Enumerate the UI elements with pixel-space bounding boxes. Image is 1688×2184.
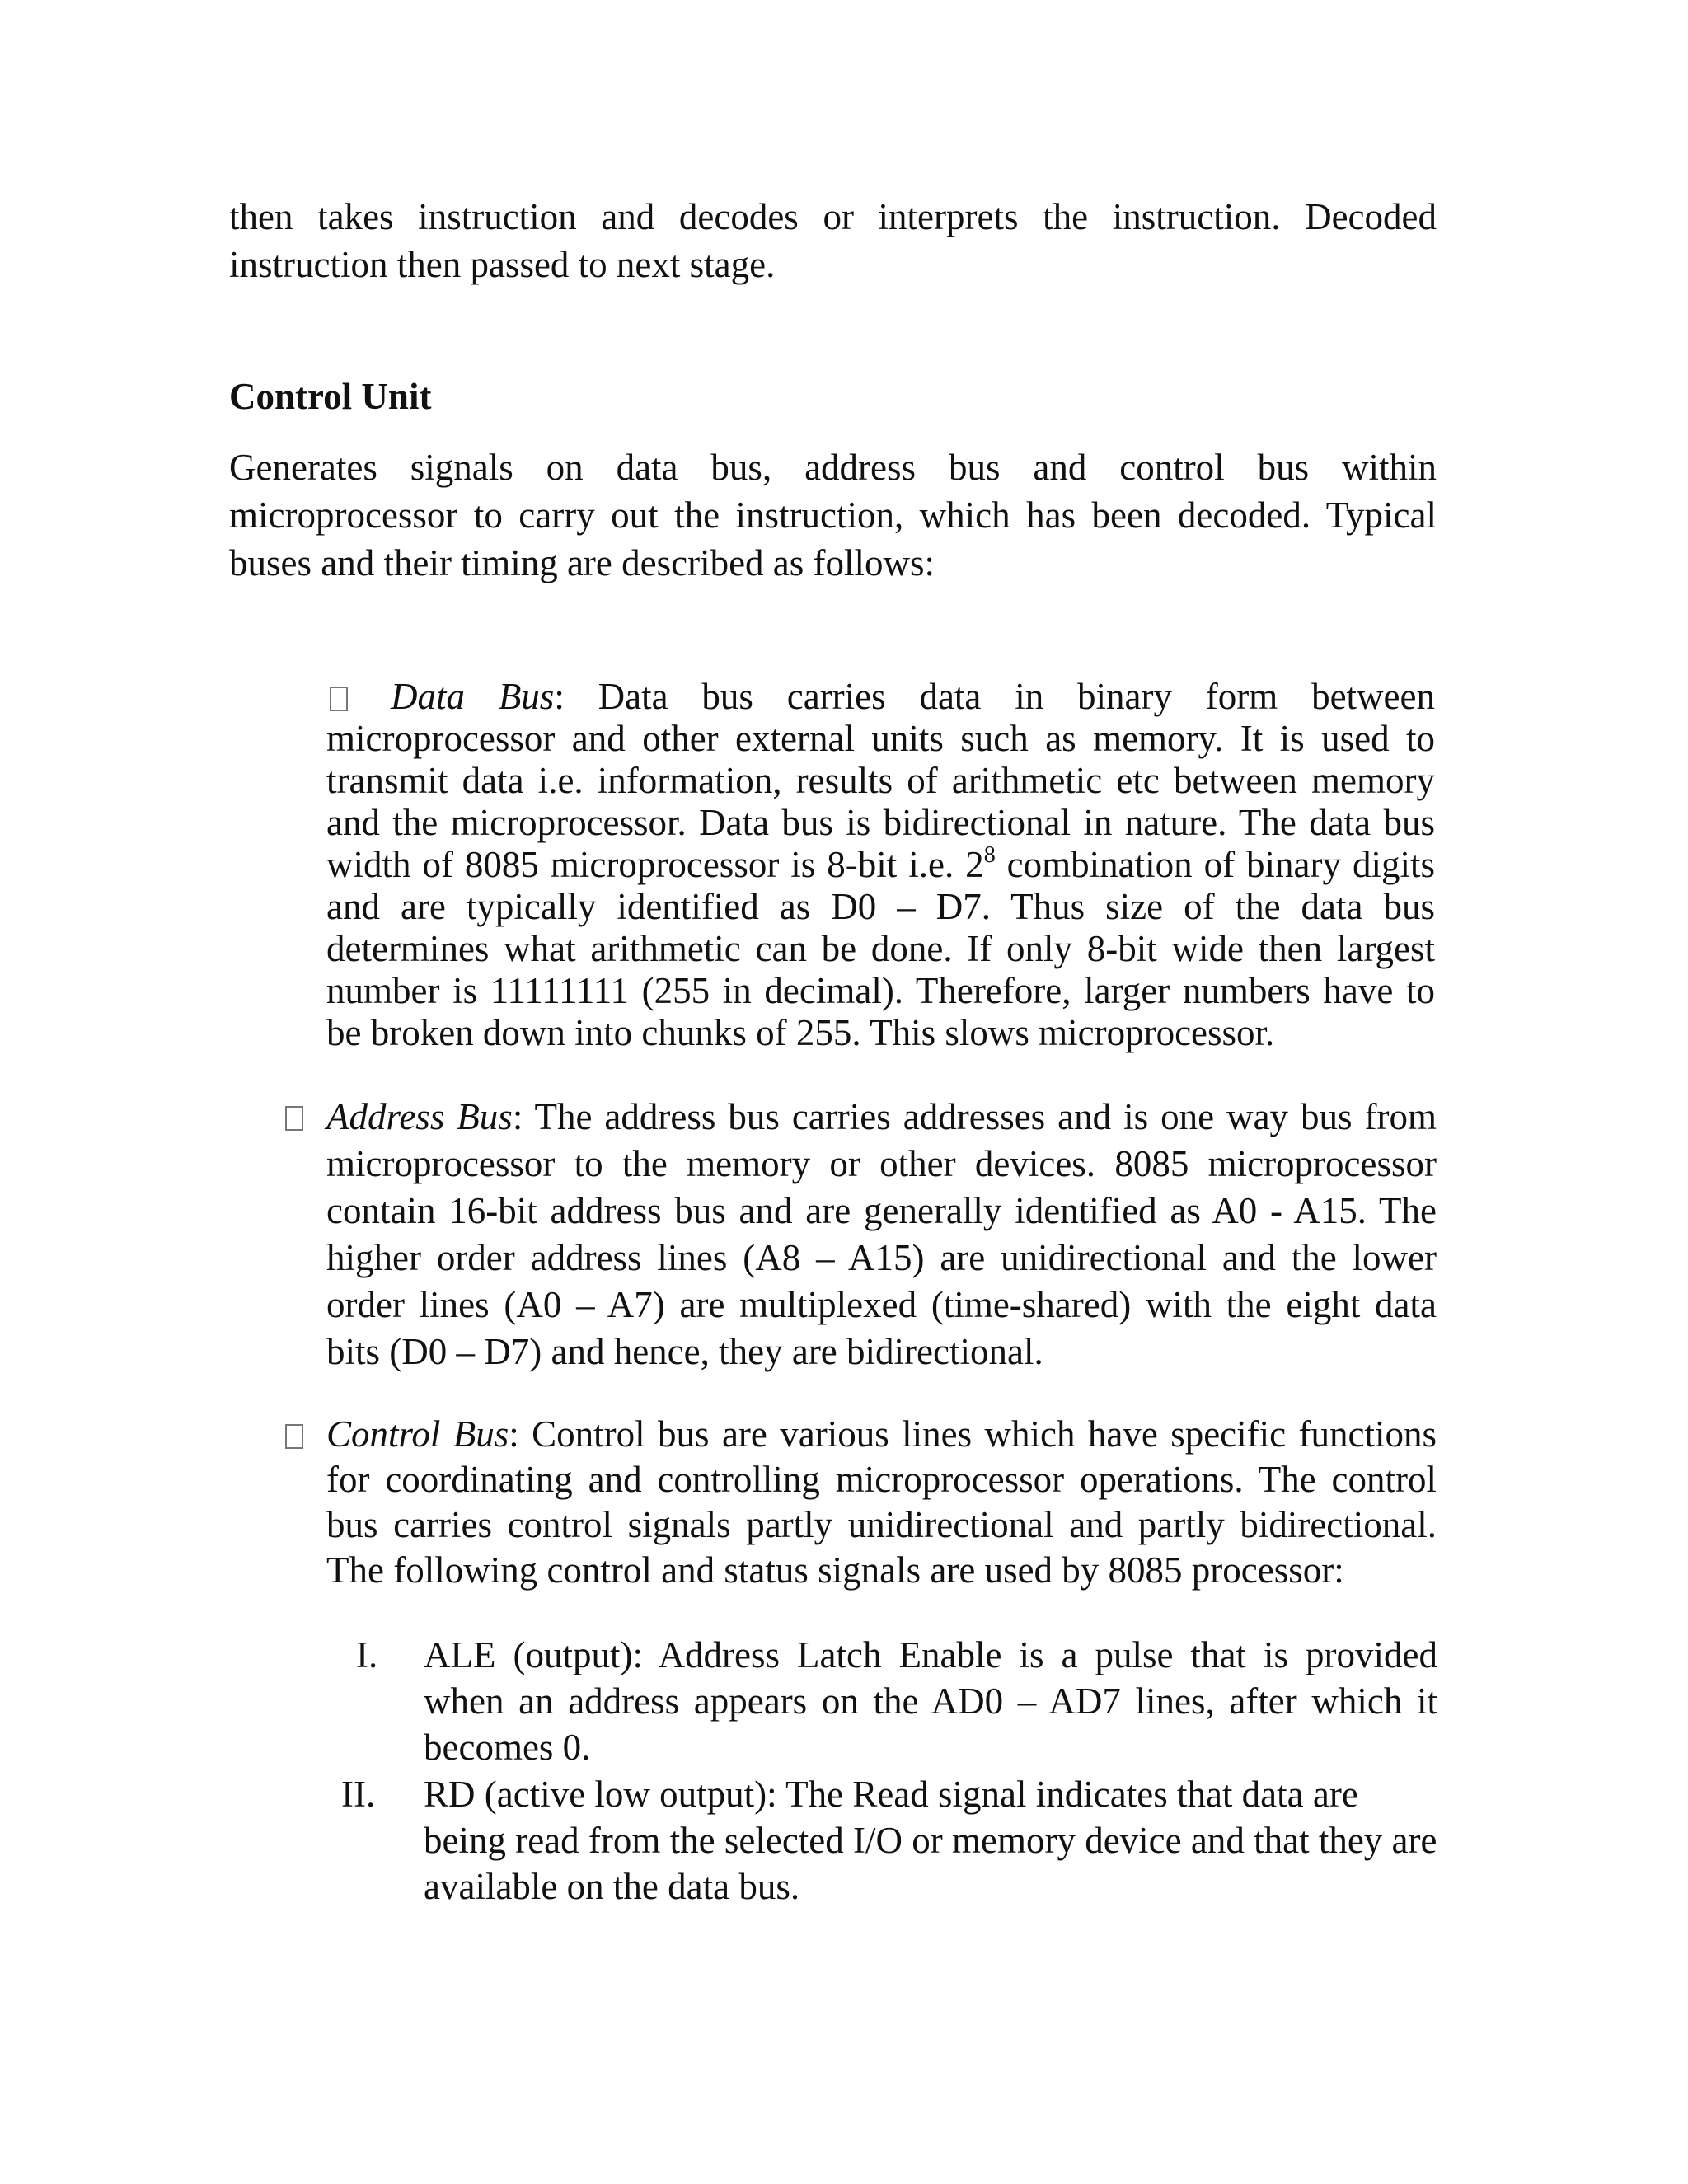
signal-rd-item: RD (active low output): The Read signal indicates that data are being read from the selected I/O or memory device and that they are available on the data bus. [424, 1774, 1437, 1907]
data-bus-term: Data Bus [391, 676, 555, 717]
control-bus-term: Control Bus [326, 1413, 509, 1455]
control-bus-paragraph: Control Bus: Control bus are various lines which have specific functions for coordinating and controlling microprocessor operations. The control bus carries control signals partly unidirectional and partly bidirectional. The following control and status signals are used by 8085 processor: [326, 1413, 1437, 1591]
list-numeral: II. [341, 1774, 376, 1815]
address-bus-paragraph: Address Bus: The address bus carries addresses and is one way bus from microprocessor to the memory or other devices. 8085 microprocessor contain 16-bit address bus and are generally identified as A0 - A15. The higher order address lines (A8 – A15) are unidirectional and the lower order lines (A0 – A7) are multiplexed (time-shared) with the eight data bits (D0 – D7) and hence, they are bidirectional. [326, 1096, 1437, 1372]
superscript: 8 [983, 842, 996, 868]
bullet-marker [285, 1424, 303, 1449]
list-numeral: I. [356, 1634, 378, 1675]
control-unit-paragraph: Generates signals on data bus, address bus and control bus within microprocessor to carry out the instruction, which has been decoded. Typical buses and their timing are described as follows: [229, 447, 1437, 583]
address-bus-term: Address Bus [326, 1096, 513, 1137]
data-bus-paragraph: Data Bus: Data bus carries data in binary form between microprocessor and other external units such as memory. It is used to transmit data i.e. information, results of arithmetic etc between memory and the microprocessor. Data bus is bidirectional in nature. The data bus width of 8085 microprocessor is 8-bit i.e. $2^8$ combination of binary digits and are typically identified as D0 – D7. Thus size of the data bus determines what arithmetic can be done. If only 8-bit wide then largest number is 11111111 (255 in decimal). Therefore, larger numbers have to be broken down into chunks of 255. This slows microprocessor. [326, 676, 1436, 1053]
bullet-marker [285, 1106, 303, 1131]
intro-paragraph: then takes instruction and decodes or interprets the instruction. Decoded instruction then passed to next stage. [229, 196, 1437, 285]
control-unit-heading: Control Unit [229, 376, 432, 417]
signal-ale-item: ALE (output): Address Latch Enable is a pulse that is provided when an address appears on the AD0 – AD7 lines, after which it becomes 0. [424, 1634, 1437, 1768]
